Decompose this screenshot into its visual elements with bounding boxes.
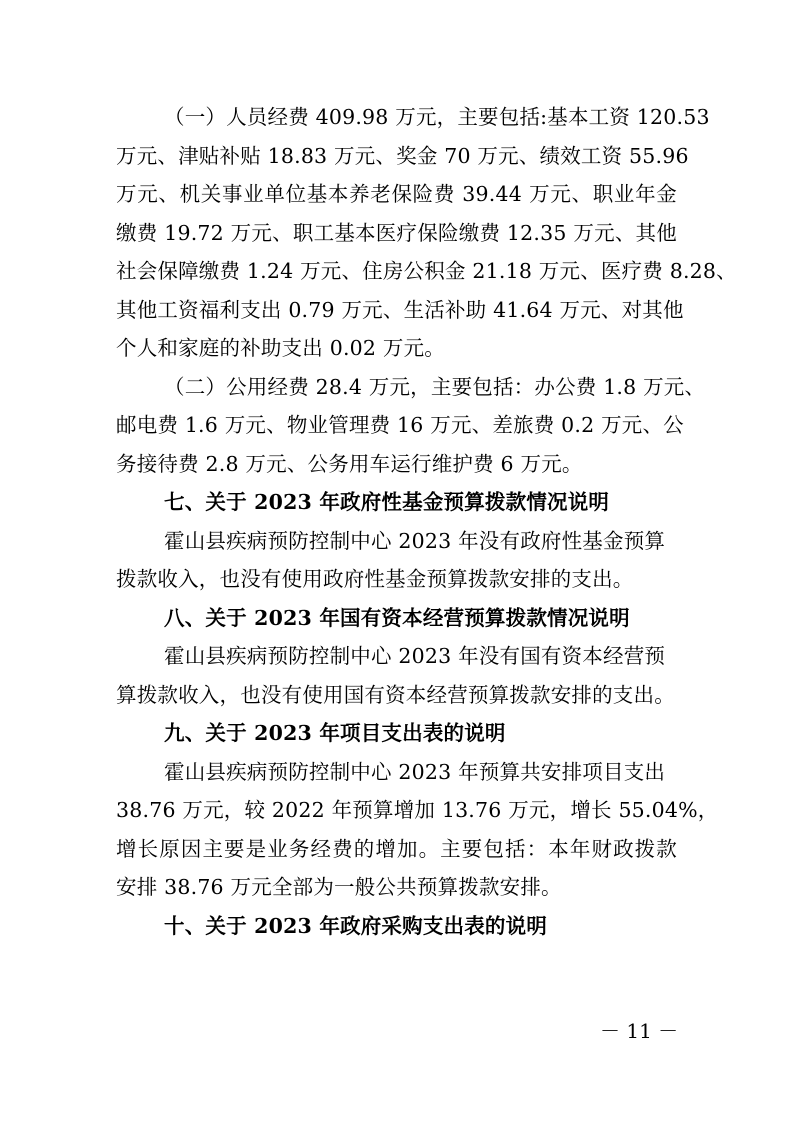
section-heading-9: 九、关于 2023 年项目支出表的说明 (164, 721, 506, 745)
text-line: 邮电费 1.6 万元、物业管理费 16 万元、差旅费 0.2 万元、公 (116, 413, 684, 437)
section-heading-7: 七、关于 2023 年政府性基金预算拨款情况说明 (164, 490, 610, 514)
text-line: 安排 38.76 万元全部为一般公共预算拨款安排。 (116, 875, 562, 899)
page-number: － 11 － (600, 1019, 679, 1043)
section-heading-8: 八、关于 2023 年国有资本经营预算拨款情况说明 (164, 605, 630, 630)
text-line: （一）人员经费 409.98 万元，主要包括:基本工资 120.53 (164, 105, 710, 129)
text-line: （二）公用经费 28.4 万元，主要包括：办公费 1.8 万元、 (164, 374, 706, 399)
text-line: 增长原因主要是业务经费的增加。主要包括：本年财政拨款 (116, 836, 677, 861)
document-body (116, 98, 737, 945)
text-line: 万元、津贴补贴 18.83 万元、奖金 70 万元、绩效工资 55.96 (116, 143, 689, 168)
text-line: 社会保障缴费 1.24 万元、住房公积金 21.18 万元、医疗费 8.28、 (116, 259, 737, 283)
text-line: 个人和家庭的补助支出 0.02 万元。 (116, 336, 445, 360)
text-line: 万元、机关事业单位基本养老保险费 39.44 万元、职业年金 (116, 182, 677, 206)
text-line: 霍山县疾病预防控制中心 2023 年预算共安排项目支出 (164, 759, 666, 784)
section-heading-10: 十、关于 2023 年政府采购支出表的说明 (164, 913, 548, 938)
text-line: 缴费 19.72 万元、职工基本医疗保险缴费 12.35 万元、其他 (116, 220, 677, 245)
text-line: 拨款收入，也没有使用政府性基金预算拨款安排的支出。 (116, 567, 634, 591)
text-line: 38.76 万元，较 2022 年预算增加 13.76 万元，增长 55.04%， (116, 798, 719, 822)
text-line: 算拨款收入，也没有使用国有资本经营预算拨款安排的支出。 (116, 682, 675, 707)
text-line: 霍山县疾病预防控制中心 2023 年没有政府性基金预算 (164, 528, 666, 553)
text-line: 霍山县疾病预防控制中心 2023 年没有国有资本经营预 (164, 644, 666, 668)
text-line: 其他工资福利支出 0.79 万元、生活补助 41.64 万元、对其他 (116, 297, 684, 322)
text-line: 务接待费 2.8 万元、公务用车运行维护费 6 万元。 (116, 451, 583, 476)
